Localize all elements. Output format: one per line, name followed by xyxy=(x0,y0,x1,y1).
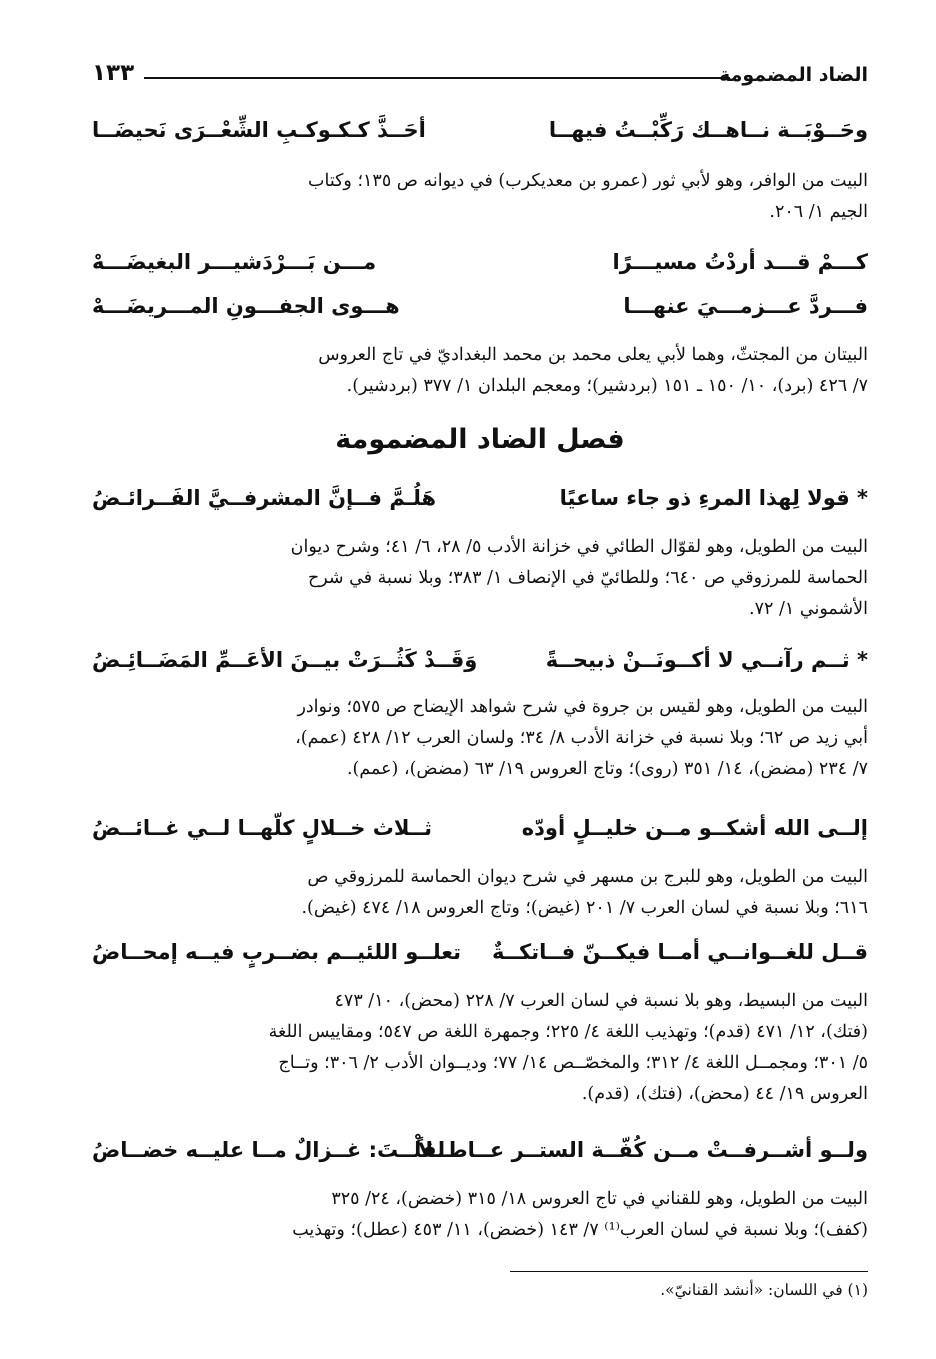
commentary-paragraph xyxy=(92,986,868,1110)
paragraph-line: (فتك)، ١٢/ ٤٧١ (قدم)؛ وتهذيب اللغة ٤/ ٢٢٥؛ وجمهرة اللغة ص ٥٤٧؛ ومقاييس اللغة xyxy=(268,1022,868,1042)
paragraph-line: الجيم ١/ ٢٠٦. xyxy=(769,202,868,222)
verse-second-hemistich: وَقَــدْ كَثُــرَتْ بيــنَ الأعَــمِّ المَضَــائِـضُ xyxy=(92,648,478,672)
verse-second-hemistich: ثــلاث خــلالٍ كلّهــا لــي غــائــضُ xyxy=(92,816,433,840)
paragraph-line: العروس ١٩/ ٤٤ (محض)، (فتك)، (قدم). xyxy=(581,1084,868,1104)
commentary-paragraph xyxy=(92,532,868,625)
paragraph-line: البيت من الوافر، وهو لأبي ثور (عمرو بن معديكرب) في ديوانه ص ١٣٥؛ وكتاب xyxy=(308,171,868,191)
header-rule xyxy=(144,77,730,79)
paragraph-line: (كفف)؛ وبلا نسبة في لسان العرب⁽¹⁾ ٧/ ١٤٣ (خضض)، ١١/ ٤٥٣ (عطل)؛ وتهذيب xyxy=(292,1220,868,1240)
verse-first-hemistich: فـــردَّ عـــزمـــيَ عنهـــا xyxy=(623,294,868,318)
verse-second-hemistich: لقلْــتَ: غــزالٌ مــا عليــه خضــاضُ xyxy=(92,1138,446,1162)
paragraph-line: البيتان من المجتثّ، وهما لأبي يعلى محمد بن محمد البغداديّ في تاج العروس xyxy=(318,345,868,365)
footnote-rule xyxy=(510,1271,868,1272)
footnote: (١) في اللسان: «أنشد القنانيّ». xyxy=(660,1281,868,1299)
verse-line xyxy=(92,940,868,974)
page-header xyxy=(92,60,868,90)
paragraph-line: الحماسة للمرزوقي ص ٦٤٠؛ وللطائيّ في الإنصاف ١/ ٣٨٣؛ وبلا نسبة في شرح xyxy=(307,568,868,588)
section-title: فصل الضاد المضمومة xyxy=(335,424,625,455)
commentary-paragraph xyxy=(92,166,868,228)
verse-line xyxy=(92,294,868,328)
paragraph-line: الأشموني ١/ ٧٢. xyxy=(749,599,868,619)
paragraph-line: ٦١٦؛ وبلا نسبة في لسان العرب ٧/ ٢٠١ (غيض)؛ وتاج العروس ١٨/ ٤٧٤ (غيض). xyxy=(301,898,868,918)
commentary-paragraph xyxy=(92,1184,868,1246)
paragraph-line: البيت من الطويل، وهو للبرج بن مسهر في شرح ديوان الحماسة للمرزوقي ص xyxy=(307,867,868,887)
verse-line xyxy=(92,250,868,284)
verse-first-hemistich: ولــو أشــرفــتْ مــن كُفّــة الستــر عــاطــلاً xyxy=(417,1138,868,1162)
paragraph-line: ٧/ ٤٢٦ (برد)، ١٠/ ١٥٠ ـ ١٥١ (بردشير)؛ ومعجم البلدان ١/ ٣٧٧ (بردشير). xyxy=(346,376,868,396)
verse-second-hemistich: هـــوى الجفـــونِ المـــريضَـــهْ xyxy=(92,294,400,318)
commentary-paragraph xyxy=(92,692,868,785)
verse-line xyxy=(92,486,868,520)
verse-first-hemistich: * قولا لِهذا المرءِ ذو جاء ساعيًا xyxy=(559,486,868,510)
verse-line xyxy=(92,648,868,682)
commentary-paragraph xyxy=(92,340,868,402)
verse-second-hemistich: هَلُـمَّ فــإنَّ المشرفــيَّ الفَــرائـضُ xyxy=(92,486,437,510)
verse-line xyxy=(92,1138,868,1172)
paragraph-line: البيت من الطويل، وهو للقناني في تاج العروس ١٨/ ٣١٥ (خضض)، ٢٤/ ٣٢٥ xyxy=(331,1189,868,1209)
paragraph-line: البيت من البسيط، وهو بلا نسبة في لسان العرب ٧/ ٢٢٨ (محض)، ١٠/ ٤٧٣ xyxy=(334,991,868,1011)
verse-first-hemistich: كـــمْ قـــد أردْتُ مسيـــرًا xyxy=(612,250,868,274)
paragraph-line: أبي زيد ص ٦٢؛ وبلا نسبة في خزانة الأدب ٨/ ٣٤؛ ولسان العرب ١٢/ ٤٢٨ (عمم)، xyxy=(295,728,868,748)
verse-line xyxy=(92,118,868,152)
page-number: ١٣٣ xyxy=(92,60,135,86)
running-title: الضاد المضمومة xyxy=(719,64,868,86)
verse-second-hemistich: مـــن بَـــرْدَشيـــر البغيضَـــهْ xyxy=(92,250,377,274)
verse-first-hemistich: وحَــوْبَــة نــاهــك رَكِّبْــتُ فيهــا xyxy=(548,118,868,142)
verse-line xyxy=(92,816,868,850)
verse-first-hemistich: إلــى الله أشكــو مــن خليــلٍ أودّه xyxy=(521,816,868,840)
verse-first-hemistich: * ثــم رآنــي لا أكــونَــنْ ذبيحــةً xyxy=(545,648,868,672)
verse-first-hemistich: قــل للغــوانــي أمــا فيكــنّ فــاتكــةٌ xyxy=(491,940,868,964)
commentary-paragraph xyxy=(92,862,868,924)
verse-second-hemistich: تعلــو اللئيــم بضــربٍ فيــه إمحــاضُ xyxy=(92,940,462,964)
paragraph-line: البيت من الطويل، وهو لقيس بن جروة في شرح شواهد الإيضاح ص ٥٧٥؛ ونوادر xyxy=(297,697,868,717)
paragraph-line: ٥/ ٣٠١؛ ومجمــل اللغة ٤/ ٣١٢؛ والمخصّــص ١٤/ ٧٧؛ وديــوان الأدب ٢/ ٣٠٦؛ وتــاج xyxy=(278,1053,868,1073)
paragraph-line: البيت من الطويل، وهو لقوّال الطائي في خزانة الأدب ٥/ ٢٨، ٦/ ٤١؛ وشرح ديوان xyxy=(290,537,868,557)
verse-second-hemistich: أحَــذَّ كـكـوكـبِ الشِّعْــرَى نَحيضَــا xyxy=(92,118,426,142)
paragraph-line: ٧/ ٢٣٤ (مضض)، ١٤/ ٣٥١ (روى)؛ وتاج العروس ١٩/ ٦٣ (مضض)، (عمم). xyxy=(346,759,868,779)
